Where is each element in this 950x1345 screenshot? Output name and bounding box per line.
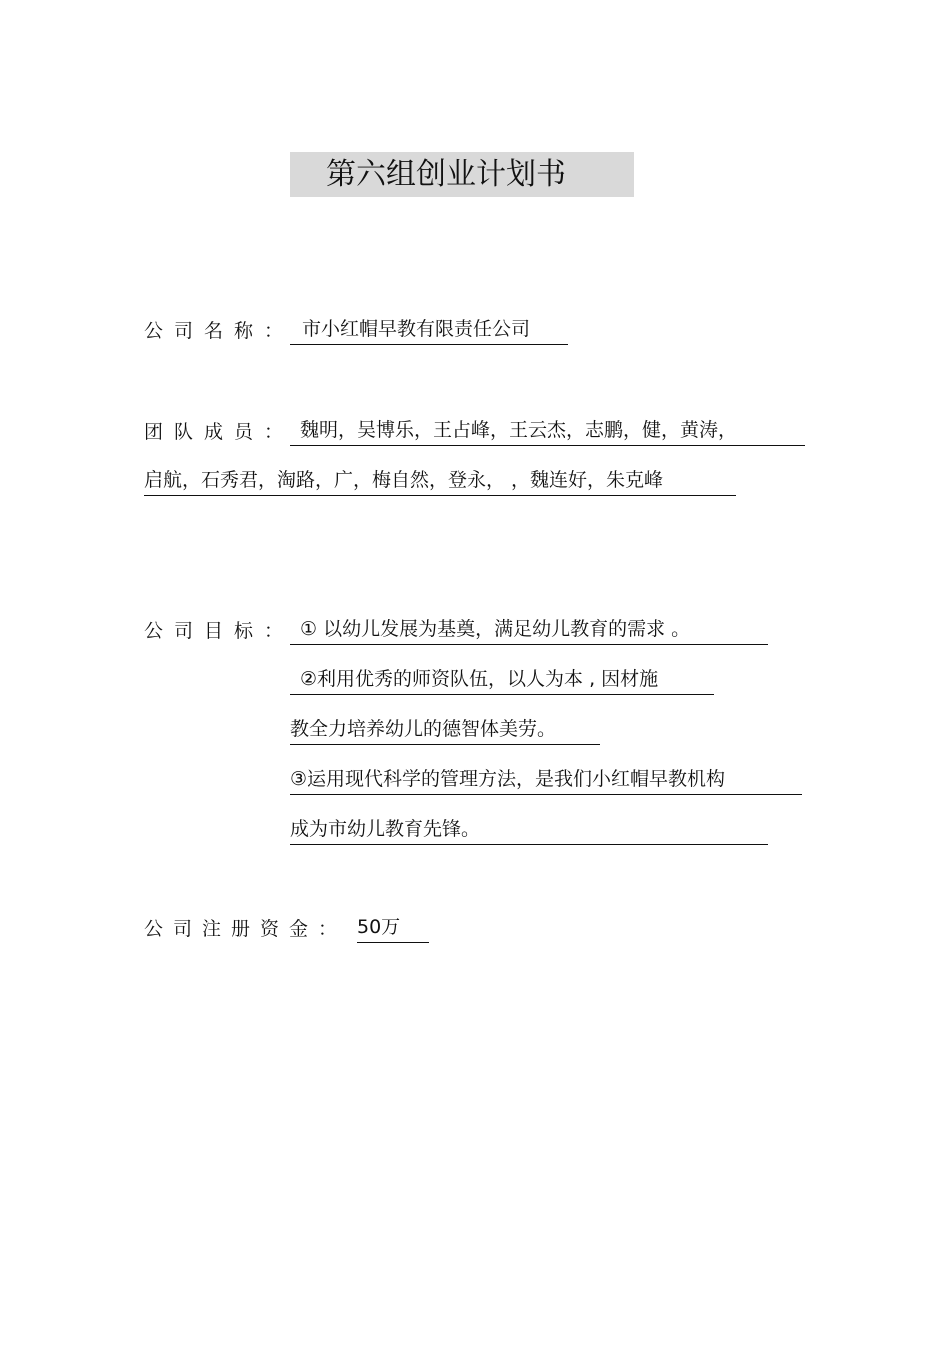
team-members-line-1: 魏明，吴博乐，王占峰，王云杰，志鹏，健，黄涛， bbox=[290, 417, 805, 446]
team-members-line-2: 启航，石秀君，淘路，广，梅自然，登永， ，魏连好，朱克峰 bbox=[144, 467, 736, 496]
goals-label: 公司目标： bbox=[144, 620, 295, 642]
goal-line-5: 成为市幼儿教育先锋。 bbox=[290, 816, 768, 845]
title-box bbox=[290, 152, 634, 197]
goal-line-4: ③运用现代科学的管理方法，是我们小红帽早教机构 bbox=[290, 766, 802, 795]
capital-value: 50万 bbox=[357, 914, 429, 943]
team-label: 团队成员： bbox=[144, 421, 295, 443]
capital-label: 公司注册资金： bbox=[144, 918, 348, 940]
goal-line-3: 教全力培养幼儿的德智体美劳。 bbox=[290, 716, 600, 745]
company-name-label: 公司名称： bbox=[144, 320, 295, 342]
goal-line-2: ②利用优秀的师资队伍，以人为本 , 因材施 bbox=[290, 666, 714, 695]
document-title: 第六组创业计划书 bbox=[326, 157, 566, 192]
goal-line-1: ① 以幼儿发展为基奠，满足幼儿教育的需求 。 bbox=[290, 616, 768, 645]
company-name-value: 市小红帽早教有限责任公司 bbox=[290, 316, 568, 345]
